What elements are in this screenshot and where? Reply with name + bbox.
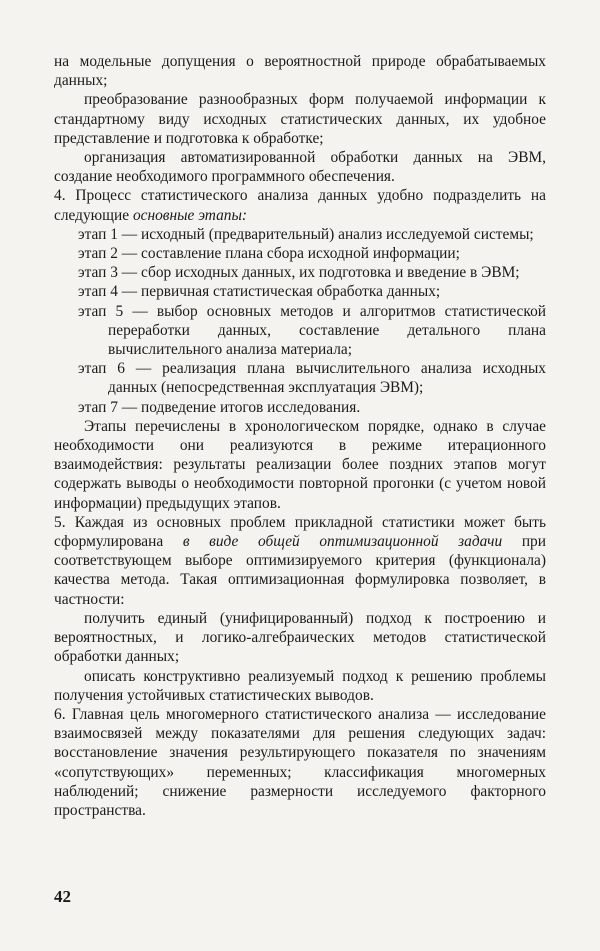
stage-3: этап 3 — сбор исходных данных, их подготовка и введение в ЭВМ;: [78, 264, 520, 282]
stage-6: этап 6 — реализация плана вычислительного анализа исходных данных (непосредственная эксплуатация ЭВМ);: [78, 360, 546, 397]
paragraph-modeling-assumptions: на модельные допущения о вероятностной природе обрабатываемых данных;: [54, 53, 546, 90]
page-text: [54, 52, 546, 820]
optimization-tail: при соответствующем выборе оптимизируемого критерия (функционала) качества метода. Такая оптимизационная формулировка позволяет, в частности:: [54, 533, 546, 608]
paragraph-transformation: преобразование разнообразных форм получаемой информации к стандартному виду исходных статистических данных, их удобное представление и подготовка к обработке;: [54, 91, 546, 147]
stage-2: этап 2 — составление плана сбора исходной информации;: [78, 245, 460, 263]
optimization-lead: 5. Каждая из основных проблем прикладной статистики может быть сформулирована: [54, 513, 546, 551]
paragraph-unified-approach: получить единый (унифицированный) подход к построению и вероятностных, и логико-алгебраических методов статистической обработки данных;: [54, 609, 546, 666]
analysis-stages-lead: 4. Процесс статистического анализа данных удобно подразделить на следующие: [54, 187, 546, 224]
stage-1: этап 1 — исходный (предварительный) анализ исследуемой системы;: [78, 225, 534, 243]
main-stages-emphasis: основные этапы:: [132, 206, 248, 224]
page-number: 42: [54, 887, 71, 906]
paragraph-stage-order: Этапы перечислены в хронологическом порядке, однако в случае необходимости они реализуются в режиме итерационного взаимодействия: результаты реализации более поздних этапов могут содержать выводы о необходимости повторной прогонки (с учетом новой информации) предыдущих этапов.: [54, 417, 546, 512]
paragraph-automated-processing: организация автоматизированной обработки данных на ЭВМ, создание необходимого программного обеспечения.: [54, 149, 546, 186]
paragraph-robust-conclusions: описать конструктивно реализуемый подход к решению проблемы получения устойчивых статистических выводов.: [54, 667, 546, 704]
paragraph-optimization: [54, 513, 546, 609]
paragraph-analysis-stages: [54, 186, 546, 224]
stage-7: этап 7 — подведение итогов исследования.: [78, 398, 361, 416]
stage-4: этап 4 — первичная статистическая обработка данных;: [78, 283, 441, 301]
paragraph-multivariate-goal: 6. Главная цель многомерного статистического анализа — исследование взаимосвязей между показателями для решения следующих задач: восстановление значения результирующего показателя по значениям «сопутствующих» переменных; классификация многомерных наблюдений; снижение размерности исследуемого факторного пространства.: [54, 705, 546, 819]
stage-5: этап 5 — выбор основных методов и алгоритмов статистической переработки данных, составление детального плана вычислительного анализа материала;: [78, 302, 546, 359]
optimization-emphasis: в виде общей оптимизационной задачи: [182, 533, 503, 551]
